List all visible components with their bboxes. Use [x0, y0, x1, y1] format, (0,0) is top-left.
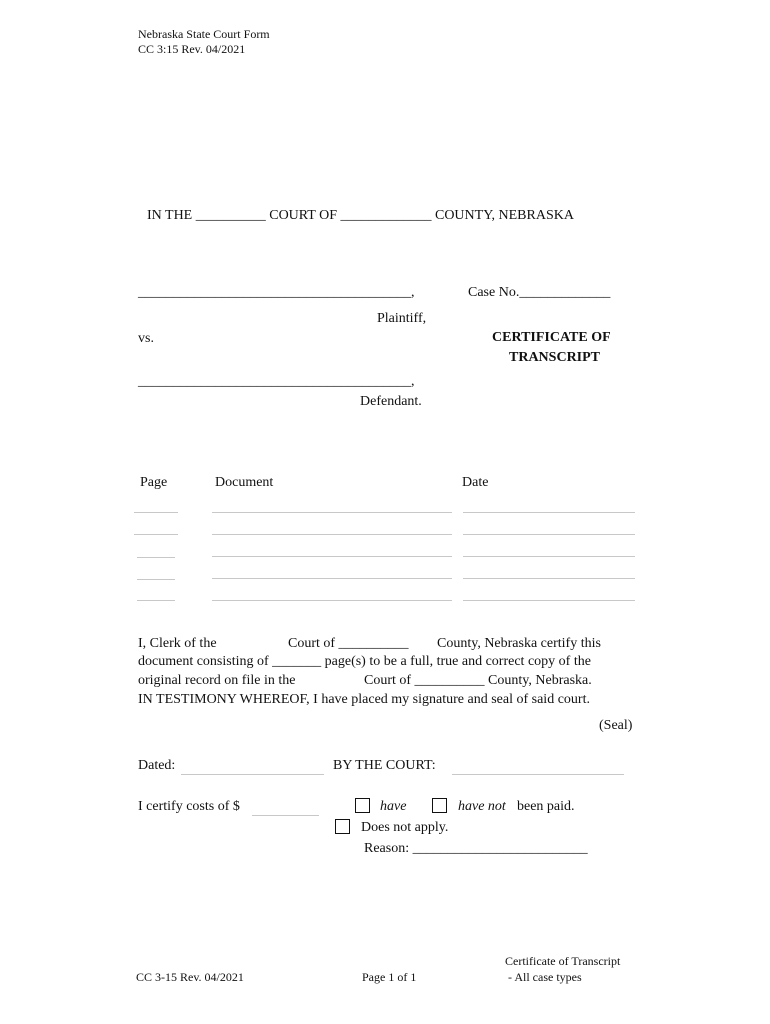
plaintiff-label: Plaintiff,	[377, 311, 427, 326]
row5-page-field[interactable]	[137, 600, 175, 601]
row3-date-field[interactable]	[463, 556, 635, 557]
row4-document-field[interactable]	[212, 578, 452, 579]
versus-label: vs.	[138, 331, 154, 346]
row2-date-field[interactable]	[463, 534, 635, 535]
plaintiff-name-line: _______________________________________,	[138, 285, 415, 300]
footer-page-number: Page 1 of 1	[362, 970, 417, 984]
judge-signature-field[interactable]	[452, 774, 624, 775]
cert-line2: document consisting of _______ page(s) to be a full, true and correct copy of the	[138, 654, 591, 669]
dated-label: Dated:	[138, 758, 176, 773]
cert-line3-b: Court of __________ County, Nebraska.	[364, 673, 592, 688]
does-not-apply-label: Does not apply.	[361, 820, 449, 835]
form-source-label: Nebraska State Court Form	[138, 27, 270, 41]
defendant-name-line: _______________________________________,	[138, 374, 415, 389]
have-paid-checkbox[interactable]	[355, 798, 370, 813]
row4-page-field[interactable]	[137, 579, 175, 580]
document-title-line2: TRANSCRIPT	[509, 350, 601, 365]
footer-form-title: Certificate of Transcript	[505, 954, 621, 968]
row4-date-field[interactable]	[463, 578, 635, 579]
table-header-document: Document	[215, 475, 274, 490]
row1-document-field[interactable]	[212, 512, 452, 513]
cert-line3-a: original record on file in the	[138, 673, 296, 688]
row1-page-field[interactable]	[134, 512, 178, 513]
document-title-line1: CERTIFICATE OF	[492, 330, 611, 345]
row1-date-field[interactable]	[463, 512, 635, 513]
by-the-court-label: BY THE COURT:	[333, 758, 436, 773]
costs-amount-field[interactable]	[252, 815, 319, 816]
reason-line: Reason: _________________________	[364, 841, 588, 856]
footer-case-types: - All case types	[508, 970, 582, 984]
have-not-label: have not	[458, 799, 506, 814]
seal-label: (Seal)	[599, 718, 633, 733]
footer-form-number: CC 3-15 Rev. 04/2021	[136, 970, 244, 984]
certify-costs-label: I certify costs of $	[138, 799, 240, 814]
row5-document-field[interactable]	[212, 600, 452, 601]
court-caption: IN THE __________ COURT OF _____________ COUNTY, NEBRASKA	[147, 208, 574, 223]
dated-field[interactable]	[181, 774, 324, 775]
row3-document-field[interactable]	[212, 556, 452, 557]
have-not-paid-checkbox[interactable]	[432, 798, 447, 813]
table-header-date: Date	[462, 475, 489, 490]
cert-line1-a: I, Clerk of the	[138, 636, 217, 651]
row2-page-field[interactable]	[134, 534, 178, 535]
table-header-page: Page	[140, 475, 168, 490]
case-number: Case No._____________	[468, 285, 611, 300]
cert-line4: IN TESTIMONY WHEREOF, I have placed my signature and seal of said court.	[138, 692, 590, 707]
row5-date-field[interactable]	[463, 600, 635, 601]
defendant-label: Defendant.	[360, 394, 422, 409]
cert-line1-b: Court of __________	[288, 636, 409, 651]
row2-document-field[interactable]	[212, 534, 452, 535]
have-label: have	[380, 799, 407, 814]
been-paid-label: been paid.	[517, 799, 575, 814]
row3-page-field[interactable]	[137, 557, 175, 558]
cert-line1-c: County, Nebraska certify this	[437, 636, 601, 651]
form-number-label: CC 3:15 Rev. 04/2021	[138, 42, 246, 56]
does-not-apply-checkbox[interactable]	[335, 819, 350, 834]
